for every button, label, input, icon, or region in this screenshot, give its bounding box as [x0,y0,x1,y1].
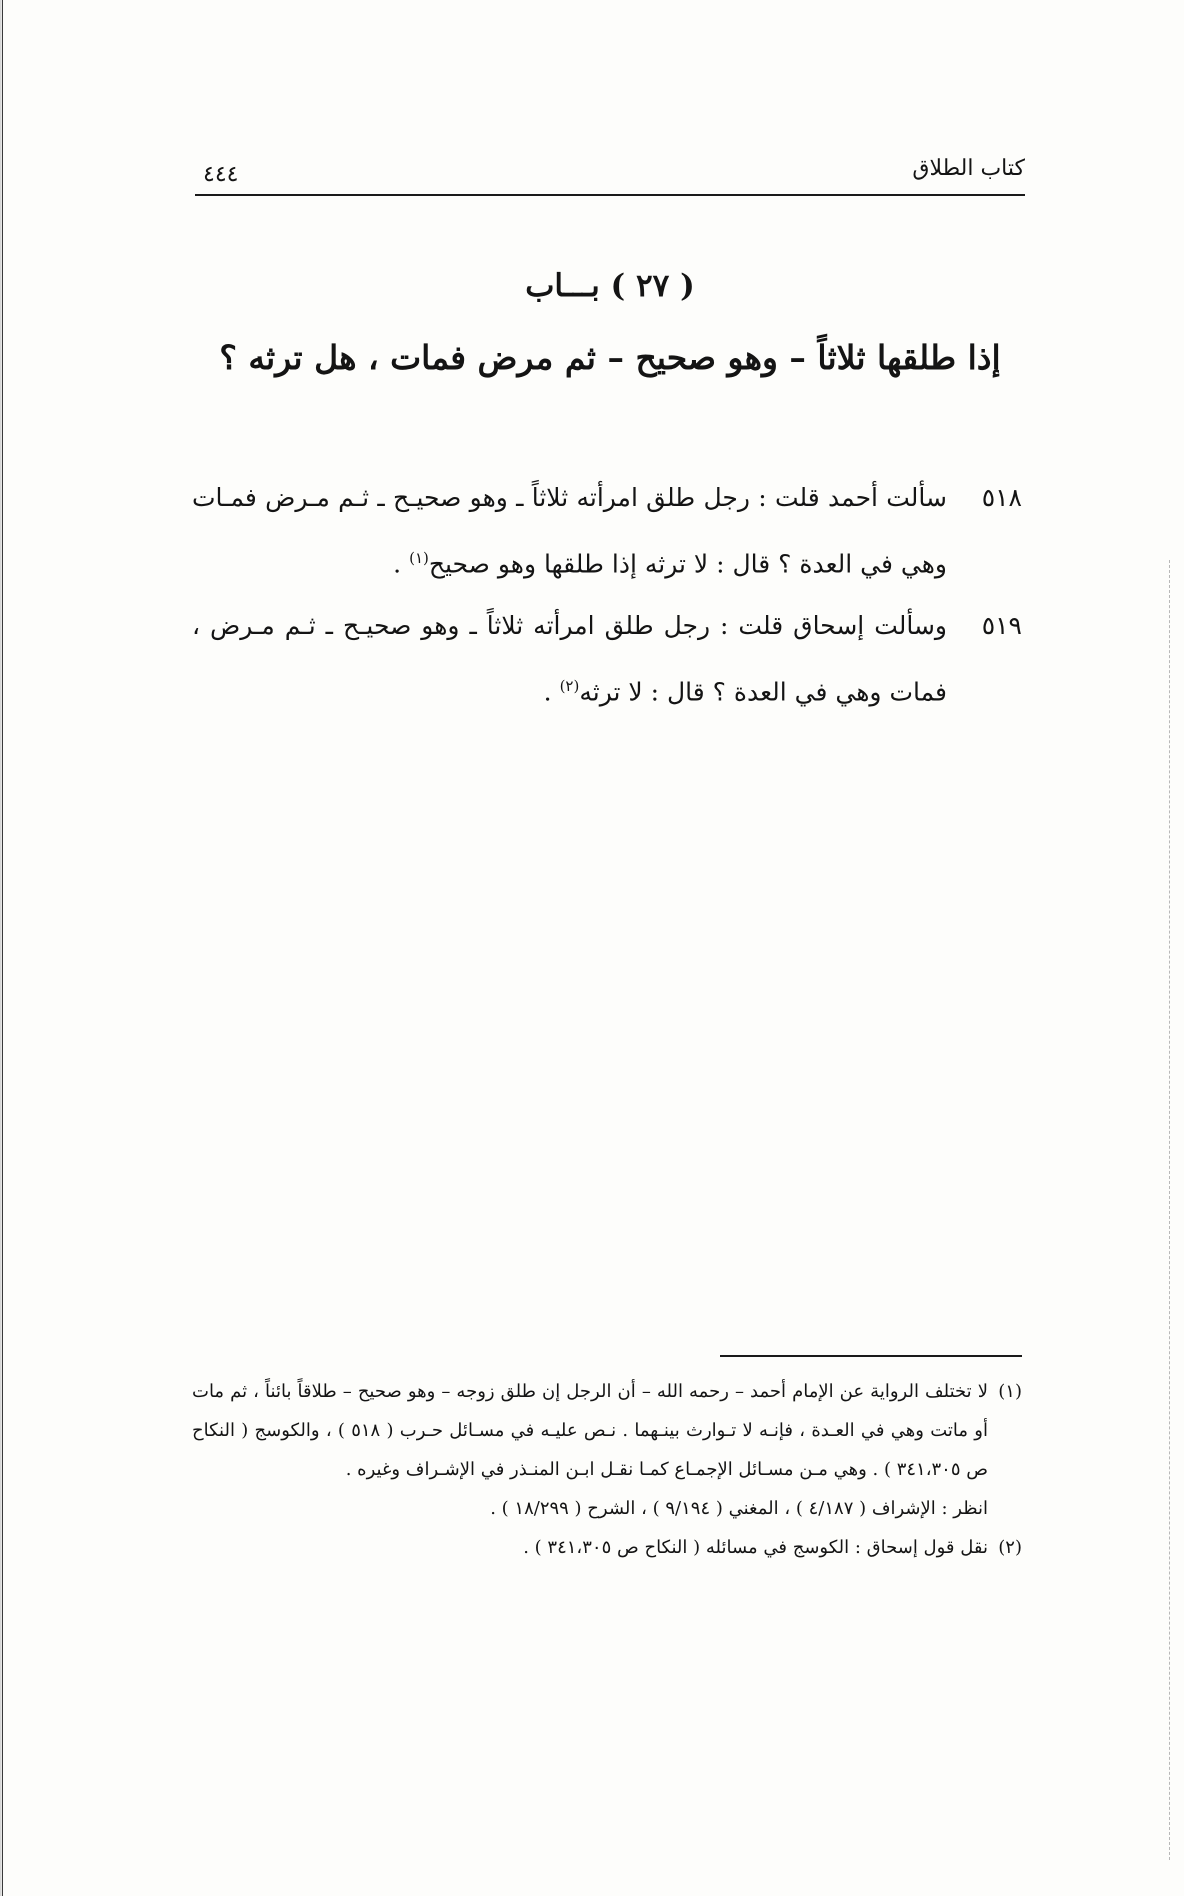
footnotes [192,1372,1022,1567]
footnote-2 [192,1528,1022,1567]
footnote-ref[interactable]: (٢) [559,677,580,695]
entry-end: . [543,677,560,707]
entry-sentence: سألت أحمد قلت : رجل طلق امرأته ثلاثاً ـ وهو صحيـح ـ ثـم مـرض فمـات وهي في العدة ؟ قال : لا ترثه إذا طلقها وهو صحيح [192,483,947,579]
entry-number: ٥١٩ [981,611,1022,640]
scan-edge-dotted [1168,560,1170,1860]
page-header [195,150,1025,196]
entry-sentence: وسألت إسحاق قلت : رجل طلق امرأته ثلاثاً ـ وهو صحيـح ـ ثـم مـرض ، فمات وهي في العدة ؟ قال : لا ترثه [192,611,947,707]
entry-number: ٥١٨ [981,483,1022,512]
footnote-rule [720,1355,1022,1357]
entry-text [192,467,947,594]
chapter-number: ( ٢٧ ) بـــاب [525,268,695,304]
footnote-text: لا تختلف الرواية عن الإمام أحمد – رحمه الله – أن الرجل إن طلق زوجه – وهو صحيح – طلاقاً بائناً ، ثم مات أو ماتت وهي في العـدة ، فإنـه لا تـوارث بينـهما . نـص عليـه في مسـائل حـرب ( ٥١٨ ) ، والكوسج ( النكاح ص ٣٤١،٣٠٥ ) . وهي مـن مسـائل الإجمـاع كمـا نقـل ابـن المنـذر في الإشـراف وغيره . [192,1381,988,1480]
entry-end: . [393,549,410,579]
page-number: ٤٤٤ [203,162,239,187]
header-rule [195,194,1025,196]
scan-edge-line [2,0,3,1896]
footnote-mark: (١) [998,1381,1022,1402]
footnote-text: نقل قول إسحاق : الكوسج في مسائله ( النكاح ص ٣٤١،٣٠٥ ) . [523,1537,988,1558]
chapter-title: إذا طلقها ثلاثاً – وهو صحيح – ثم مرض فمات ، هل ترثه ؟ [219,338,1001,377]
entry-518 [192,467,1022,594]
entry-519 [192,595,1022,722]
footnote-ref[interactable]: (١) [409,549,429,567]
running-title: كتاب الطلاق [912,156,1025,181]
entry-text [192,595,947,722]
footnote-mark: (٢) [998,1537,1022,1558]
footnote-see-also: انظر : الإشراف ( ٤/١٨٧ ) ، المغني ( ٩/١٩٤ ) ، الشرح ( ١٨/٢٩٩ ) . [490,1498,988,1519]
footnote-1 [192,1372,1022,1528]
